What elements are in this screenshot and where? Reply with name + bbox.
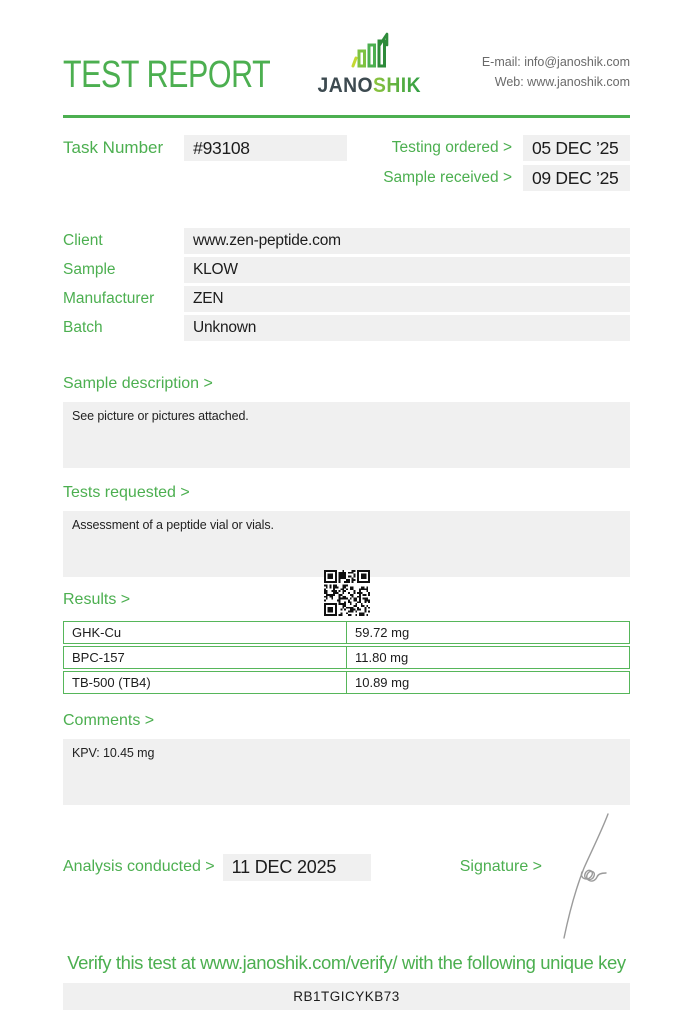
task-number-value: #93108	[184, 135, 347, 161]
results-heading: Results >	[63, 591, 131, 609]
batch-label: Batch	[63, 319, 103, 336]
table-row	[63, 646, 630, 669]
comments-box: KPV: 10.45 mg	[63, 739, 630, 805]
results-table	[63, 621, 630, 694]
amount-cell: 10.89 mg	[355, 674, 410, 690]
contact-web: Web: www.janoshik.com	[494, 74, 630, 89]
analyte-cell: BPC-157	[64, 647, 347, 668]
testing-ordered-label: Testing ordered >	[391, 139, 512, 156]
tests-requested-box: Assessment of a peptide vial or vials.	[63, 511, 630, 577]
table-row	[63, 671, 630, 694]
sample-description-heading: Sample description >	[63, 375, 213, 392]
contact-block	[482, 53, 630, 96]
info-fields	[63, 228, 630, 341]
manufacturer-value: ZEN	[184, 286, 630, 312]
manufacturer-label: Manufacturer	[63, 290, 155, 307]
client-label: Client	[63, 232, 103, 249]
testing-ordered-row	[383, 135, 630, 161]
tests-requested-heading: Tests requested >	[63, 484, 190, 502]
testing-ordered-value: 05 DEC ’25	[523, 135, 630, 161]
task-number-label: Task Number	[63, 138, 164, 157]
sample-received-label: Sample received >	[383, 169, 512, 186]
amount-cell: 11.80 mg	[355, 649, 409, 665]
qr-code	[324, 570, 370, 616]
dates-block	[383, 135, 630, 195]
divider-rule	[63, 115, 630, 118]
janoshik-logo	[313, 32, 426, 96]
field-row-client	[63, 228, 630, 254]
batch-value: Unknown	[184, 315, 630, 341]
sample-label: Sample	[63, 261, 116, 278]
logo-wordmark	[317, 75, 421, 96]
field-row-batch	[63, 315, 630, 341]
results-section	[63, 590, 630, 693]
logo-text-jano: JANO	[317, 74, 373, 97]
sample-received-value: 09 DEC ’25	[523, 165, 630, 191]
verify-key-value: RB1TGICYKB73	[293, 988, 400, 1004]
page-title: TEST REPORT	[63, 54, 271, 96]
task-number-row	[63, 135, 347, 161]
client-value: www.zen-peptide.com	[184, 228, 630, 254]
field-row-sample	[63, 257, 630, 283]
signature-image	[558, 810, 622, 942]
analyte-cell: TB-500 (TB4)	[64, 672, 347, 693]
field-row-manufacturer	[63, 286, 630, 312]
verify-text: Verify this test at www.janoshik.com/verify/ with the following unique key	[67, 951, 626, 973]
comments-heading: Comments >	[63, 711, 155, 729]
analyte-cell: GHK-Cu	[64, 622, 347, 643]
sample-received-row	[383, 165, 630, 191]
sample-description-box: See picture or pictures attached.	[63, 402, 630, 468]
analysis-date-value: 11 DEC 2025	[223, 854, 371, 881]
analysis-conducted-label: Analysis conducted >	[63, 858, 215, 876]
task-area	[63, 135, 630, 195]
amount-cell: 59.72 mg	[355, 624, 410, 640]
analysis-signature-row	[63, 854, 630, 881]
signature-label: Signature >	[459, 858, 542, 876]
table-row	[63, 621, 630, 644]
header	[63, 30, 630, 96]
verify-key-box	[63, 983, 630, 1010]
logo-text-shik: SHIK	[372, 74, 421, 97]
sample-value: KLOW	[184, 257, 630, 283]
contact-email: E-mail: info@janoshik.com	[481, 55, 630, 70]
bar-chart-logo-icon	[346, 32, 392, 72]
